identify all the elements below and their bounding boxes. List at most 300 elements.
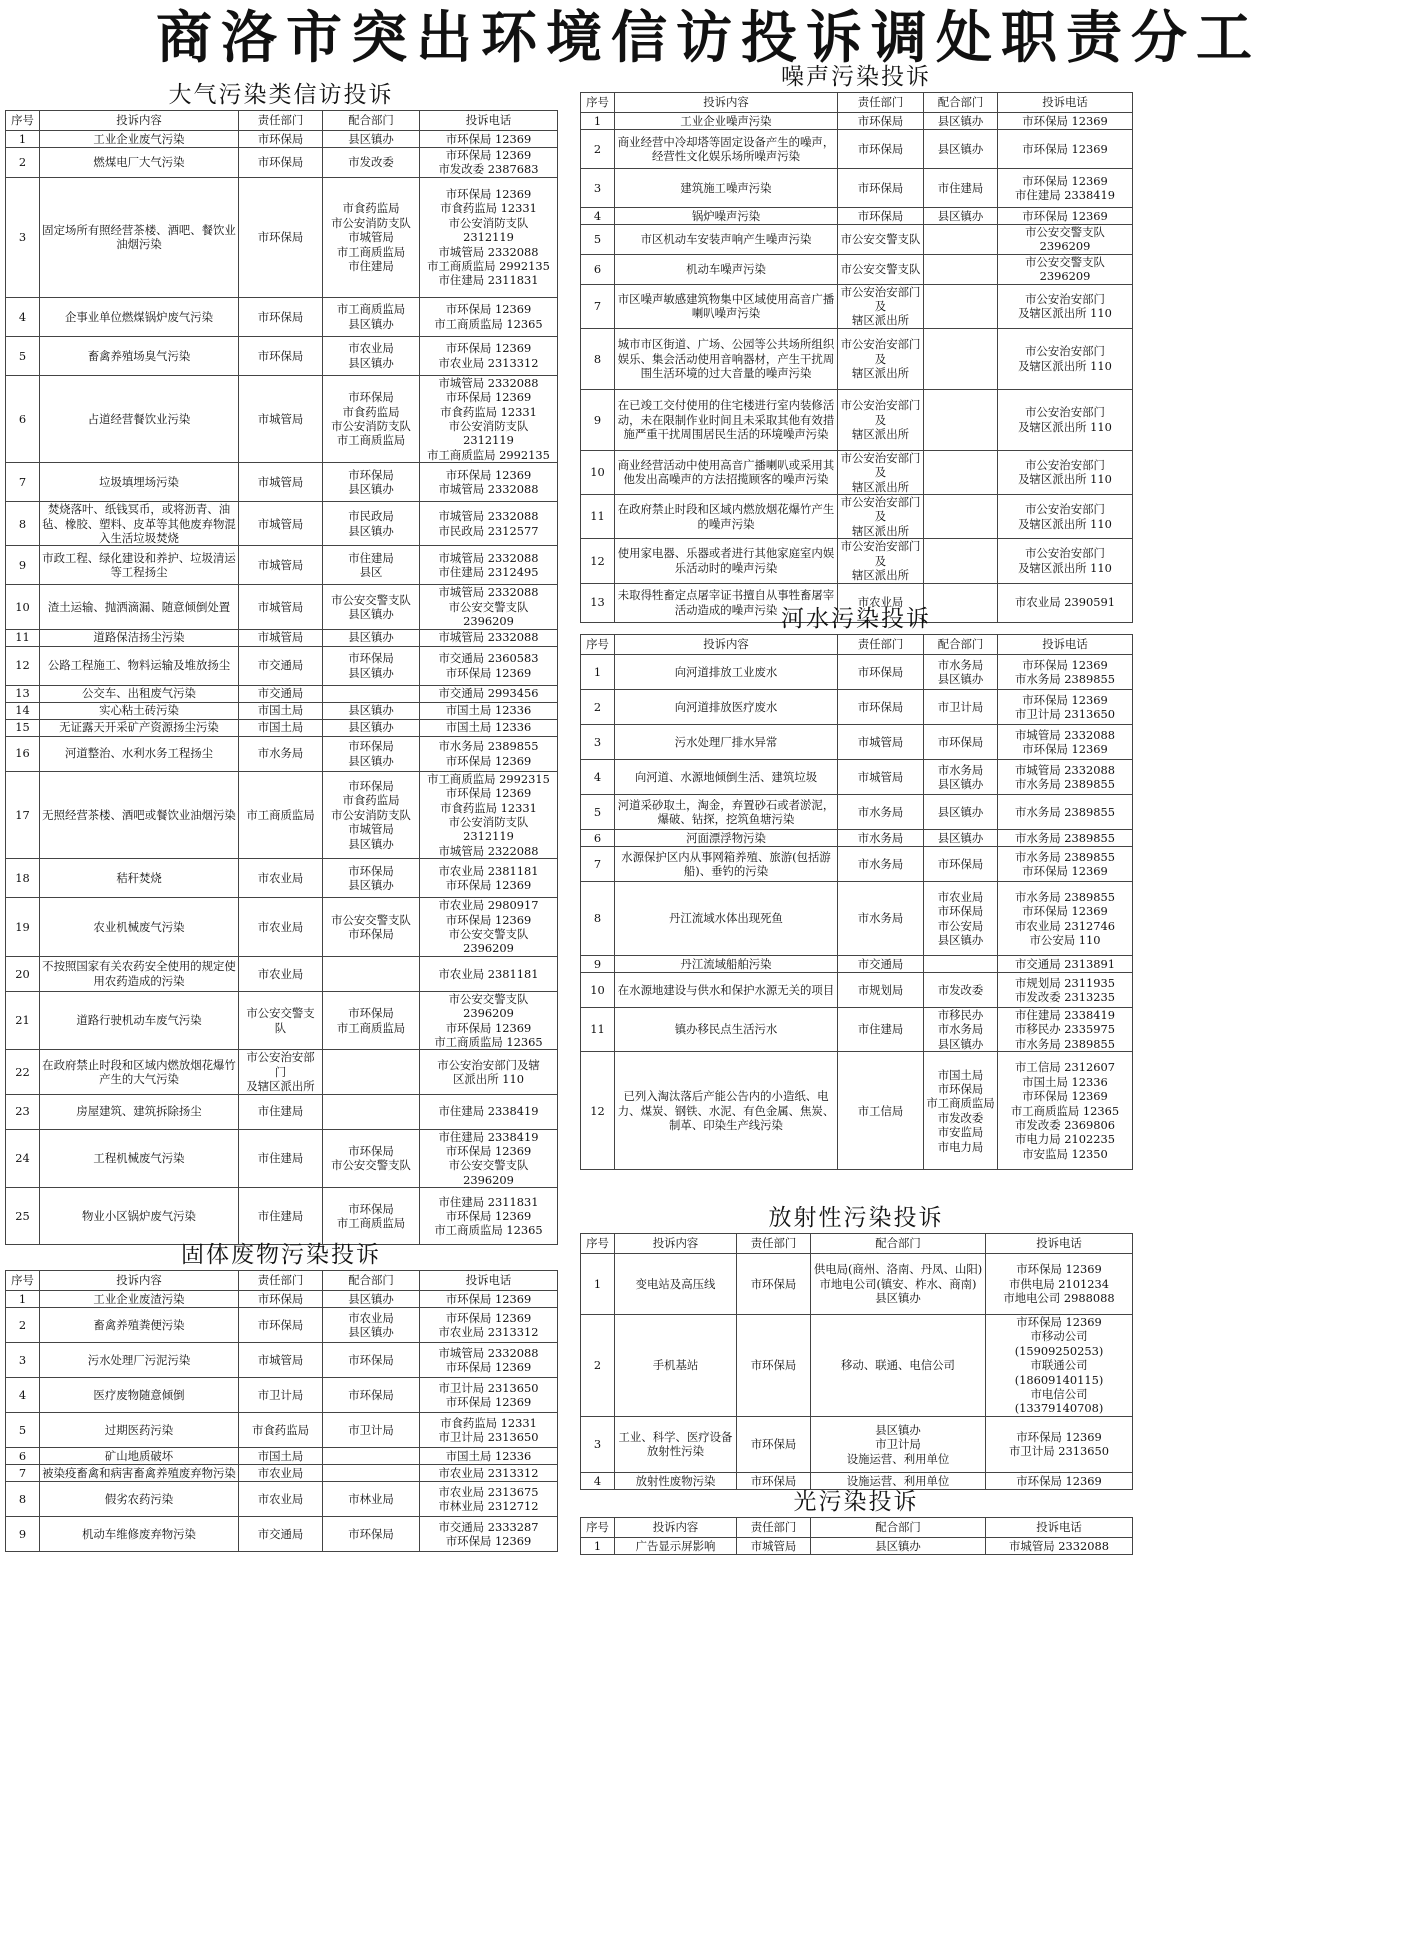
complaint-phone: 市环保局 12369 市卫计局 2313650 — [986, 1416, 1133, 1472]
cooperating-dept: 市公安交警支队 市环保局 — [323, 898, 420, 957]
cooperating-dept: 市林业局 — [323, 1482, 420, 1517]
row-number: 12 — [581, 539, 615, 583]
row-number: 11 — [581, 1008, 615, 1052]
table-row — [6, 1378, 558, 1413]
complaint-content: 水源保护区内从事网箱养殖、旅游(包括游船)、垂钓的污染 — [615, 847, 838, 882]
table-row — [581, 1315, 1133, 1417]
complaint-phone: 市农业局 2313312 — [420, 1465, 558, 1482]
complaint-phone: 市环保局 12369 — [420, 131, 558, 148]
table-row — [6, 297, 558, 336]
responsible-dept: 市公安交警支队 — [838, 225, 924, 255]
row-number: 22 — [6, 1050, 40, 1094]
section-title: 固体废物污染投诉 — [181, 1242, 381, 1268]
complaint-content: 变电站及高压线 — [615, 1254, 737, 1315]
header-complaint-content: 投诉内容 — [615, 1518, 737, 1538]
header-cooperating-dept: 配合部门 — [924, 635, 998, 655]
table-row — [6, 1050, 558, 1094]
row-number: 1 — [581, 1254, 615, 1315]
complaint-phone: 市公安治安部门 及辖区派出所 110 — [998, 284, 1133, 328]
row-number: 6 — [581, 830, 615, 847]
complaint-phone: 市公安治安部门 及辖区派出所 110 — [998, 495, 1133, 539]
cooperating-dept: 市工商质监局 县区镇办 — [323, 297, 420, 336]
complaint-phone: 市交通局 2993456 — [420, 685, 558, 702]
complaint-content: 向河道排放医疗废水 — [615, 690, 838, 725]
section-title: 河水污染投诉 — [781, 606, 931, 632]
responsible-dept: 市水务局 — [239, 736, 323, 771]
row-number: 5 — [581, 795, 615, 830]
responsible-dept: 市农业局 — [239, 1465, 323, 1482]
row-number: 5 — [6, 1413, 40, 1448]
row-number: 4 — [581, 1472, 615, 1489]
complaint-content: 工业、科学、医疗设备放射性污染 — [615, 1416, 737, 1472]
complaint-phone: 市交通局 2333287 市环保局 12369 — [420, 1517, 558, 1552]
header-complaint-phone: 投诉电话 — [420, 111, 558, 131]
complaint-table — [580, 92, 1133, 623]
cooperating-dept: 县区镇办 市卫计局 设施运营、利用单位 — [811, 1416, 986, 1472]
responsible-dept: 市农业局 — [239, 859, 323, 898]
responsible-dept: 市食药监局 — [239, 1413, 323, 1448]
row-number: 7 — [581, 847, 615, 882]
cooperating-dept: 县区镇办 — [323, 131, 420, 148]
row-number: 10 — [581, 450, 615, 494]
cooperating-dept: 市环保局 — [323, 1343, 420, 1378]
responsible-dept: 市环保局 — [239, 131, 323, 148]
cooperating-dept: 市住建局 县区 — [323, 546, 420, 585]
complaint-content: 污水处理厂污泥污染 — [40, 1343, 239, 1378]
complaint-phone: 市环保局 12369 市城管局 2332088 — [420, 463, 558, 502]
complaint-content: 丹江流域船舶污染 — [615, 956, 838, 973]
row-number: 5 — [6, 336, 40, 375]
complaint-phone: 市城管局 2332088 — [420, 629, 558, 646]
complaint-content: 商业经营中冷却塔等固定设备产生的噪声，经营性文化娱乐场所噪声污染 — [615, 130, 838, 169]
complaint-content: 无照经营茶楼、酒吧或餐饮业油烟污染 — [40, 771, 239, 858]
row-number: 6 — [6, 1448, 40, 1465]
responsible-dept: 市城管局 — [239, 463, 323, 502]
row-number: 9 — [581, 389, 615, 450]
row-number: 11 — [581, 495, 615, 539]
complaint-content: 工业企业噪声污染 — [615, 113, 838, 130]
table-row — [6, 898, 558, 957]
responsible-dept: 市国土局 — [239, 1448, 323, 1465]
responsible-dept: 市水务局 — [838, 882, 924, 956]
row-number: 4 — [581, 208, 615, 225]
table-row — [6, 585, 558, 629]
complaint-phone: 市工商质监局 2992315 市环保局 12369 市食药监局 12331 市公安消防支队 2312119 市城管局 2322088 — [420, 771, 558, 858]
row-number: 8 — [6, 502, 40, 546]
cooperating-dept: 县区镇办 — [323, 702, 420, 719]
row-number: 3 — [581, 169, 615, 208]
complaint-content: 工程机械废气污染 — [40, 1129, 239, 1188]
cooperating-dept: 市环保局 — [924, 725, 998, 760]
complaint-content: 市政工程、绿化建设和养护、垃圾清运等工程扬尘 — [40, 546, 239, 585]
complaint-phone: 市农业局 2381181 — [420, 956, 558, 991]
header-complaint-phone: 投诉电话 — [420, 1271, 558, 1291]
responsible-dept: 市交通局 — [239, 685, 323, 702]
complaint-phone: 市水务局 2389855 — [998, 795, 1133, 830]
row-number: 24 — [6, 1129, 40, 1188]
cooperating-dept: 市民政局 县区镇办 — [323, 502, 420, 546]
complaint-table — [5, 110, 558, 1245]
header-row-number: 序号 — [581, 635, 615, 655]
complaint-content: 占道经营餐饮业污染 — [40, 375, 239, 462]
complaint-content: 未取得牲畜定点屠宰证书擅自从事牲畜屠宰活动造成的噪声污染 — [615, 583, 838, 622]
complaint-phone: 市公安交警支队 2396209 — [998, 254, 1133, 284]
table-row — [6, 685, 558, 702]
row-number: 11 — [6, 629, 40, 646]
table-row — [581, 795, 1133, 830]
complaint-content: 过期医药污染 — [40, 1413, 239, 1448]
header-complaint-phone: 投诉电话 — [998, 635, 1133, 655]
section-title: 噪声污染投诉 — [781, 64, 931, 90]
table-row — [581, 956, 1133, 973]
row-number: 10 — [6, 585, 40, 629]
responsible-dept: 市公安治安部门 及辖区派出所 — [239, 1050, 323, 1094]
header-complaint-content: 投诉内容 — [40, 1271, 239, 1291]
table-row — [6, 719, 558, 736]
table-row — [6, 546, 558, 585]
responsible-dept: 市环保局 — [239, 177, 323, 297]
row-number: 4 — [6, 1378, 40, 1413]
table-row — [581, 1416, 1133, 1472]
complaint-phone: 市城管局 2332088 — [986, 1538, 1133, 1555]
complaint-content: 企事业单位燃煤锅炉废气污染 — [40, 297, 239, 336]
row-number: 3 — [6, 1343, 40, 1378]
complaint-phone: 市城管局 2332088 市环保局 12369 市食药监局 12331 市公安消防支队 2312119 市工商质监局 2992135 — [420, 375, 558, 462]
table-row — [581, 1052, 1133, 1170]
complaint-phone: 市住建局 2311831 市环保局 12369 市工商质监局 12365 — [420, 1188, 558, 1245]
table-row — [581, 1254, 1133, 1315]
table-row — [6, 1517, 558, 1552]
table-row — [6, 1129, 558, 1188]
cooperating-dept: 县区镇办 — [924, 113, 998, 130]
complaint-content: 医疗废物随意倾倒 — [40, 1378, 239, 1413]
header-row-number: 序号 — [581, 1518, 615, 1538]
cooperating-dept: 县区镇办 — [323, 1291, 420, 1308]
row-number: 2 — [6, 148, 40, 178]
responsible-dept: 市环保局 — [737, 1472, 811, 1489]
row-number: 2 — [581, 1315, 615, 1417]
table-row — [581, 130, 1133, 169]
table-header-row — [581, 93, 1133, 113]
responsible-dept: 市环保局 — [239, 336, 323, 375]
cooperating-dept: 市移民办 市水务局 县区镇办 — [924, 1008, 998, 1052]
complaint-phone: 市水务局 2389855 市环保局 12369 — [998, 847, 1133, 882]
complaint-phone: 市城管局 2332088 市环保局 12369 — [420, 1343, 558, 1378]
cooperating-dept — [323, 1465, 420, 1482]
complaint-content: 农业机械废气污染 — [40, 898, 239, 957]
complaint-content: 工业企业废气污染 — [40, 131, 239, 148]
cooperating-dept: 市卫计局 — [924, 690, 998, 725]
cooperating-dept: 市环保局 县区镇办 — [323, 859, 420, 898]
table-row — [581, 254, 1133, 284]
responsible-dept: 市城管局 — [838, 760, 924, 795]
complaint-content: 秸秆焚烧 — [40, 859, 239, 898]
complaint-content: 城市市区街道、广场、公园等公共场所组织娱乐、集会活动使用音响器材，产生干扰周围生活环境的过大音量的噪声污染 — [615, 328, 838, 389]
complaint-content: 固定场所有照经营茶楼、酒吧、餐饮业油烟污染 — [40, 177, 239, 297]
cooperating-dept: 县区镇办 — [323, 719, 420, 736]
responsible-dept: 市城管局 — [737, 1538, 811, 1555]
complaint-content: 市区噪声敏感建筑物集中区域使用高音广播喇叭噪声污染 — [615, 284, 838, 328]
complaint-content: 丹江流域水体出现死鱼 — [615, 882, 838, 956]
complaint-content: 矿山地质破坏 — [40, 1448, 239, 1465]
header-cooperating-dept: 配合部门 — [811, 1518, 986, 1538]
table-row — [581, 495, 1133, 539]
table-row — [6, 646, 558, 685]
row-number: 25 — [6, 1188, 40, 1245]
cooperating-dept — [924, 539, 998, 583]
table-row — [6, 463, 558, 502]
complaint-phone: 市环保局 12369 市水务局 2389855 — [998, 655, 1133, 690]
header-complaint-content: 投诉内容 — [615, 1234, 737, 1254]
complaint-phone: 市环保局 12369 市工商质监局 12365 — [420, 297, 558, 336]
cooperating-dept: 市环保局 市食药监局 市公安消防支队 市工商质监局 — [323, 375, 420, 462]
responsible-dept: 市环保局 — [838, 690, 924, 725]
responsible-dept: 市水务局 — [838, 830, 924, 847]
complaint-content: 道路行驶机动车废气污染 — [40, 991, 239, 1050]
row-number: 7 — [581, 284, 615, 328]
complaint-table — [580, 634, 1133, 1170]
complaint-phone: 市城管局 2332088 市水务局 2389855 — [998, 760, 1133, 795]
complaint-content: 公交车、出租废气污染 — [40, 685, 239, 702]
table-row — [581, 760, 1133, 795]
responsible-dept: 市公安治安部门及 辖区派出所 — [838, 284, 924, 328]
header-complaint-phone: 投诉电话 — [986, 1518, 1133, 1538]
complaint-phone: 市水务局 2389855 市环保局 12369 市农业局 2312746 市公安局 110 — [998, 882, 1133, 956]
complaint-content: 机动车维修废弃物污染 — [40, 1517, 239, 1552]
complaint-phone: 市环保局 12369 — [986, 1472, 1133, 1489]
table-row — [581, 450, 1133, 494]
complaint-content: 被染疫畜禽和病害畜禽养殖废弃物污染 — [40, 1465, 239, 1482]
responsible-dept: 市环保局 — [239, 297, 323, 336]
complaint-phone: 市水务局 2389855 — [998, 830, 1133, 847]
complaint-content: 向河道、水源地倾倒生活、建筑垃圾 — [615, 760, 838, 795]
table-row — [581, 113, 1133, 130]
responsible-dept: 市环保局 — [737, 1416, 811, 1472]
responsible-dept: 市水务局 — [838, 847, 924, 882]
responsible-dept: 市环保局 — [838, 655, 924, 690]
cooperating-dept: 供电局(商州、洛南、丹凤、山阳) 市地电公司(镇安、柞水、商南) 县区镇办 — [811, 1254, 986, 1315]
row-number: 19 — [6, 898, 40, 957]
complaint-content: 垃圾填埋场污染 — [40, 463, 239, 502]
radiation-section — [580, 1203, 1132, 1490]
cooperating-dept — [924, 284, 998, 328]
header-cooperating-dept: 配合部门 — [924, 93, 998, 113]
complaint-content: 在水源地建设与供水和保护水源无关的项目 — [615, 973, 838, 1008]
complaint-phone: 市环保局 12369 — [998, 130, 1133, 169]
header-cooperating-dept: 配合部门 — [323, 1271, 420, 1291]
complaint-phone: 市国土局 12336 — [420, 719, 558, 736]
table-header-row — [6, 1271, 558, 1291]
complaint-content: 畜禽养殖场臭气污染 — [40, 336, 239, 375]
page-title: 商洛市突出环境信访投诉调处职责分工 — [156, 6, 1261, 71]
table-row — [581, 208, 1133, 225]
header-cooperating-dept: 配合部门 — [811, 1234, 986, 1254]
complaint-phone: 市城管局 2332088 市住建局 2312495 — [420, 546, 558, 585]
cooperating-dept: 市环保局 县区镇办 — [323, 463, 420, 502]
responsible-dept: 市公安治安部门及 辖区派出所 — [838, 450, 924, 494]
responsible-dept: 市交通局 — [239, 646, 323, 685]
row-number: 6 — [581, 254, 615, 284]
complaint-phone: 市城管局 2332088 市环保局 12369 — [998, 725, 1133, 760]
cooperating-dept: 市环保局 市工商质监局 — [323, 1188, 420, 1245]
cooperating-dept: 市环保局 市工商质监局 — [323, 991, 420, 1050]
responsible-dept: 市城管局 — [239, 629, 323, 646]
table-row — [581, 690, 1133, 725]
table-row — [581, 1008, 1133, 1052]
cooperating-dept: 市农业局 县区镇办 — [323, 336, 420, 375]
row-number: 4 — [581, 760, 615, 795]
cooperating-dept: 市农业局 县区镇办 — [323, 1308, 420, 1343]
cooperating-dept: 县区镇办 — [924, 130, 998, 169]
complaint-phone: 市卫计局 2313650 市环保局 12369 — [420, 1378, 558, 1413]
row-number: 8 — [6, 1482, 40, 1517]
responsible-dept: 市农业局 — [838, 583, 924, 622]
complaint-phone: 市国土局 12336 — [420, 1448, 558, 1465]
responsible-dept: 市环保局 — [838, 113, 924, 130]
complaint-phone: 市公安治安部门 及辖区派出所 110 — [998, 450, 1133, 494]
row-number: 12 — [6, 646, 40, 685]
cooperating-dept: 移动、联通、电信公司 — [811, 1315, 986, 1417]
complaint-content: 公路工程施工、物料运输及堆放扬尘 — [40, 646, 239, 685]
cooperating-dept: 市环保局 — [323, 1378, 420, 1413]
responsible-dept: 市环保局 — [838, 208, 924, 225]
responsible-dept: 市城管局 — [239, 375, 323, 462]
responsible-dept: 市住建局 — [239, 1129, 323, 1188]
complaint-phone: 市公安治安部门 及辖区派出所 110 — [998, 389, 1133, 450]
complaint-phone: 市城管局 2332088 市公安交警支队 2396209 — [420, 585, 558, 629]
row-number: 7 — [6, 1465, 40, 1482]
table-row — [581, 169, 1133, 208]
table-row — [6, 771, 558, 858]
complaint-content: 焚烧落叶、纸钱冥币，或将沥青、油毡、橡胶、塑料、皮革等其他废弃物混入生活垃圾焚烧 — [40, 502, 239, 546]
table-row — [6, 702, 558, 719]
complaint-phone: 市公安治安部门 及辖区派出所 110 — [998, 328, 1133, 389]
complaint-content: 实心粘土砖污染 — [40, 702, 239, 719]
table-header-row — [581, 635, 1133, 655]
header-row-number: 序号 — [6, 111, 40, 131]
table-row — [581, 1538, 1133, 1555]
row-number: 1 — [581, 113, 615, 130]
complaint-phone: 市环保局 12369 市住建局 2338419 — [998, 169, 1133, 208]
header-complaint-content: 投诉内容 — [615, 93, 838, 113]
complaint-phone: 市环保局 12369 市移动公司(15909250253) 市联通公司(18609140115) 市电信公司(13379140708) — [986, 1315, 1133, 1417]
complaint-phone: 市农业局 2313675 市林业局 2312712 — [420, 1482, 558, 1517]
header-responsible-dept: 责任部门 — [737, 1234, 811, 1254]
responsible-dept: 市住建局 — [239, 1188, 323, 1245]
solid-waste-section — [5, 1240, 557, 1552]
row-number: 9 — [6, 1517, 40, 1552]
complaint-phone: 市国土局 12336 — [420, 702, 558, 719]
header-complaint-phone: 投诉电话 — [998, 93, 1133, 113]
light-pollution-section — [580, 1487, 1132, 1555]
responsible-dept: 市国土局 — [239, 719, 323, 736]
complaint-content: 建筑施工噪声污染 — [615, 169, 838, 208]
complaint-phone: 市农业局 2980917 市环保局 12369 市公安交警支队 2396209 — [420, 898, 558, 957]
header-responsible-dept: 责任部门 — [737, 1518, 811, 1538]
complaint-content: 在政府禁止时段和区域内燃放烟花爆竹产生的大气污染 — [40, 1050, 239, 1094]
cooperating-dept: 市环保局 — [323, 1517, 420, 1552]
table-row — [581, 539, 1133, 583]
table-row — [6, 1343, 558, 1378]
responsible-dept: 市公安治安部门及 辖区派出所 — [838, 328, 924, 389]
table-row — [581, 225, 1133, 255]
responsible-dept: 市环保局 — [239, 1291, 323, 1308]
complaint-table — [580, 1233, 1133, 1490]
header-responsible-dept: 责任部门 — [838, 93, 924, 113]
complaint-phone: 市交通局 2313891 — [998, 956, 1133, 973]
table-row — [6, 177, 558, 297]
table-row — [6, 1413, 558, 1448]
complaint-content: 物业小区锅炉废气污染 — [40, 1188, 239, 1245]
row-number: 1 — [581, 1538, 615, 1555]
table-row — [6, 1448, 558, 1465]
complaint-phone: 市环保局 12369 市农业局 2313312 — [420, 336, 558, 375]
responsible-dept: 市环保局 — [737, 1315, 811, 1417]
section-title: 放射性污染投诉 — [768, 1205, 944, 1231]
row-number: 2 — [6, 1308, 40, 1343]
row-number: 3 — [581, 725, 615, 760]
header-responsible-dept: 责任部门 — [838, 635, 924, 655]
complaint-phone: 市食药监局 12331 市卫计局 2313650 — [420, 1413, 558, 1448]
responsible-dept: 市住建局 — [838, 1008, 924, 1052]
responsible-dept: 市交通局 — [239, 1517, 323, 1552]
table-row — [6, 1308, 558, 1343]
cooperating-dept — [924, 389, 998, 450]
table-row — [6, 1094, 558, 1129]
cooperating-dept: 县区镇办 — [924, 208, 998, 225]
table-row — [581, 655, 1133, 690]
table-row — [581, 847, 1133, 882]
row-number: 13 — [581, 583, 615, 622]
table-row — [6, 131, 558, 148]
complaint-content: 在政府禁止时段和区域内燃放烟花爆竹产生的噪声污染 — [615, 495, 838, 539]
complaint-content: 工业企业废渣污染 — [40, 1291, 239, 1308]
complaint-content: 向河道排放工业废水 — [615, 655, 838, 690]
responsible-dept: 市城管局 — [838, 725, 924, 760]
complaint-content: 河道采砂取土，淘金，弃置砂石或者淤泥，爆破、钻探，挖筑鱼塘污染 — [615, 795, 838, 830]
complaint-phone: 市公安治安部门及辖 区派出所 110 — [420, 1050, 558, 1094]
table-header-row — [581, 1518, 1133, 1538]
section-title: 大气污染类信访投诉 — [168, 82, 394, 108]
complaint-phone: 市环保局 12369 市发改委 2387683 — [420, 148, 558, 178]
complaint-phone: 市城管局 2332088 市民政局 2312577 — [420, 502, 558, 546]
responsible-dept: 市公安治安部门及 辖区派出所 — [838, 495, 924, 539]
cooperating-dept: 市食药监局 市公安消防支队 市城管局 市工商质监局 市住建局 — [323, 177, 420, 297]
cooperating-dept: 市发改委 — [924, 973, 998, 1008]
complaint-phone: 市环保局 12369 — [420, 1291, 558, 1308]
noise-pollution-section — [580, 62, 1132, 623]
cooperating-dept: 市发改委 — [323, 148, 420, 178]
complaint-content: 放射性废物污染 — [615, 1472, 737, 1489]
responsible-dept: 市公安交警支队 — [838, 254, 924, 284]
responsible-dept: 市城管局 — [239, 585, 323, 629]
header-row-number: 序号 — [6, 1271, 40, 1291]
cooperating-dept: 市国土局 市环保局 市工商质监局 市发改委 市安监局 市电力局 — [924, 1052, 998, 1170]
cooperating-dept: 县区镇办 — [811, 1538, 986, 1555]
row-number: 10 — [581, 973, 615, 1008]
table-row — [6, 1291, 558, 1308]
row-number: 17 — [6, 771, 40, 858]
row-number: 1 — [581, 655, 615, 690]
air-pollution-section — [5, 80, 557, 1245]
table-row — [6, 375, 558, 462]
responsible-dept: 市水务局 — [838, 795, 924, 830]
cooperating-dept: 市水务局 县区镇办 — [924, 655, 998, 690]
responsible-dept: 市工信局 — [838, 1052, 924, 1170]
complaint-phone: 市农业局 2381181 市环保局 12369 — [420, 859, 558, 898]
responsible-dept: 市环保局 — [838, 169, 924, 208]
responsible-dept: 市农业局 — [239, 956, 323, 991]
